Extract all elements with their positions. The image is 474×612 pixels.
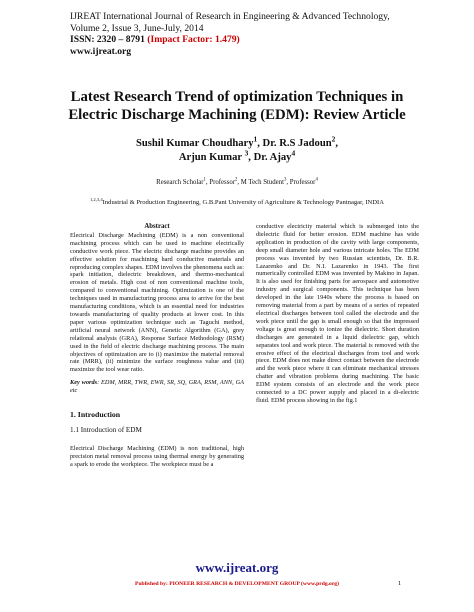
- role-2-mark: 2: [235, 177, 238, 183]
- impact-factor: (Impact Factor: 1.479): [147, 34, 240, 45]
- affiliation: [20, 198, 454, 207]
- abstract-text: Electrical Discharge Machining (EDM) is a non conventional machining process which can be used to machine electrically conductive work piece. The electric discharge machine provides an effective solution for machining hard conductive materials and reproducing complex shapes. EDM involves the phenomena such as: spark initiation, dielectric breakdown, and thermo-mechanical erosion of metals. High cost of non conventional machine tools, compared to conventional machining. Optimization is one of the techniques used in manufacturing process area to arrive for the best manufacturing conditions, which is an essential need for industries towards manufacturing of quality products at lower cost. In this paper various optimization technique such as Taguchi method, artificial neural network (ANN), Genetic Algorithm (GA), grey relational analysis (GRA), Response Surface Methodology (RSM) used in the field of electric discharge machining process. The main objectives of optimization are to (i) maximize the material removal rate (MRR), (ii) minimize the surface roughness value and (iii) maximize the tool wear ratio.: [70, 231, 244, 374]
- subsection-heading: 1.1 Introduction of EDM: [70, 425, 142, 434]
- affiliation-marks: 1,2,3,4: [89, 196, 103, 202]
- journal-name: IJREAT International Journal of Research in Engineering & Advanced Technology,: [70, 11, 390, 22]
- author-3-mark: 3: [244, 147, 249, 157]
- title-line-2: Electric Discharge Machining (EDM): Review Article: [68, 107, 406, 123]
- keywords-text: : EDM, MRR, TWR, EWR, SR, SQ, GRA, RSM, ANN, GA etc: [70, 379, 244, 395]
- intro-text: Electrical Discharge Machining (EDM) is non traditional, high precision metal removal process using thermal energy by generating a spark to erode the workpiece. The workpiece must be a: [70, 444, 244, 468]
- author-1: Sushil Kumar Choudhary: [135, 138, 254, 149]
- title-line-1: Latest Research Trend of optimization Techniques in: [70, 89, 404, 105]
- footer-url[interactable]: www.ijreat.org: [195, 560, 279, 575]
- author-list: [20, 134, 454, 164]
- journal-header: [70, 11, 390, 57]
- issn-line: [70, 34, 390, 46]
- author-sep: ,: [335, 138, 338, 149]
- footer-publisher: Published by: PIONEER RESEARCH & DEVELOPMENT GROUP (www.prdg.org): [135, 581, 339, 587]
- role-4: , Professor: [286, 179, 316, 186]
- role-3-mark: 3: [283, 177, 287, 183]
- right-column: [256, 223, 419, 405]
- role-1: Research Scholar: [156, 179, 204, 186]
- abstract-heading: Abstract: [144, 223, 170, 230]
- author-4: , Dr. Ajay: [248, 151, 292, 163]
- journal-website[interactable]: www.ijreat.org: [70, 45, 132, 57]
- author-line-2: [20, 147, 454, 165]
- paper-title: [20, 88, 454, 124]
- author-3: Arjun Kumar: [178, 151, 245, 163]
- keywords-label: Key words: [70, 379, 98, 387]
- author-roles: [20, 178, 454, 187]
- role-3: , M Tech Student: [237, 179, 284, 186]
- role-1-mark: 1: [203, 177, 206, 183]
- right-column-text: conductive electricity material which is submerged into the dielectric fluid for better erosion. EDM machine has wide application in production of die cavity with large components, deep small diameter hole and various intricate holes. The EDM process was invented by two Russian scientists, Dr. B.R. Lazarenko and Dr. N.I. Lazarenko in 1943. The first numerically controlled EDM was invented by Makino in Japan. It is also used for finishing parts for aerospace and automotive industry and surgical components. This technique has been developed in the late 1940s where the process is based on removing material from a part by means of a series of repeated electrical discharges between tool called the electrode and the work piece until the gap is small enough so that the impressed voltage is great enough to ionize the dielectric. Short duration discharges are generated in a liquid dielectric gap, which separates tool and work piece. The material is removed with the erosive effect of the electrical discharges from tool and work piece. EDM does not make direct contact between the electrode and the work piece where it can eliminate mechanical stresses chatter and vibration problems during machining. The basic EDM system consists of an electrode and the work piece connected to a DC power supply and placed in a di-electric fluid. EDM process showing in the fig.1: [256, 223, 419, 404]
- issn: ISSN: 2320 – 8791: [70, 34, 148, 45]
- author-2: , Dr. R.S Jadoun: [257, 138, 332, 149]
- page-number: 1: [398, 580, 402, 587]
- role-4-mark: 4: [315, 177, 318, 183]
- left-column: [70, 223, 244, 469]
- volume-issue: Volume 2, Issue 3, June-July, 2014: [70, 22, 204, 34]
- keywords: [70, 379, 244, 395]
- author-4-mark: 4: [291, 147, 296, 157]
- role-2: , Professor: [205, 179, 235, 186]
- affiliation-text: Industrial & Production Engineering, G.B.Pant University of Agriculture & Technology Pantnagar, INDIA: [102, 199, 385, 206]
- author-1-mark: 1: [253, 134, 258, 144]
- author-line-1: [20, 134, 454, 151]
- section-heading: 1. Introduction: [70, 410, 121, 420]
- author-2-mark: 2: [331, 134, 336, 144]
